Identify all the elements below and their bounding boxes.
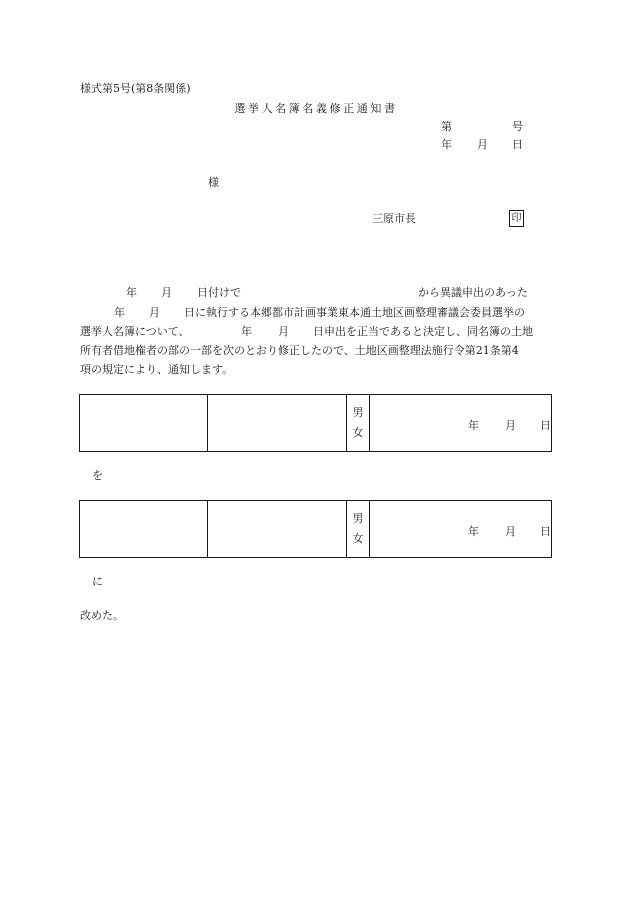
body-line-4: 所有者借地権者の部の一部を次のとおり修正したので、土地区画整理法施行令第21条第4 [80,344,519,357]
issue-date-year: 年 [441,138,452,151]
sex-female: 女 [352,532,364,545]
addressee-honorific: 様 [208,176,219,189]
body-year: 年 [241,325,252,338]
body-year: 年 [126,286,137,299]
body-line-5: 項の規定により、通知します。 [80,363,234,376]
connector-ni: に [92,575,103,588]
sex-cell [347,501,370,558]
issue-date-month: 月 [477,138,488,151]
birth-month: 月 [505,525,516,538]
body-line3-head: 選挙人名簿について、 [80,325,190,338]
body-month: 月 [278,325,289,338]
body-line2-tail: 日に執行する本郷都市計画事業東本通土地区画整理審議会委員選挙の [184,306,525,319]
name-cell [208,501,347,558]
sex-female: 女 [352,426,364,439]
birth-year: 年 [468,419,479,432]
form-number: 様式第5号(第8条関係) [80,82,191,95]
body-day-suffix: 日付けで [197,286,241,299]
birth-day: 日 [540,419,551,432]
body-month: 月 [149,306,160,319]
sex-cell [347,395,370,452]
body-line3-tail: 日申出を正当であると決定し、同名簿の土地 [313,325,533,338]
address-cell [80,395,208,452]
connector-wo: を [92,469,103,482]
number-prefix: 第 [441,120,452,133]
birthdate-cell [370,501,552,558]
body-month: 月 [161,286,172,299]
closing-text: 改めた。 [80,609,124,622]
address-cell [80,501,208,558]
issue-date-day: 日 [512,138,523,151]
body-year: 年 [114,306,125,319]
seal-mark: 印 [509,210,524,227]
sender-name: 三原市長 [372,212,416,225]
birth-year: 年 [468,525,479,538]
sex-male: 男 [352,406,364,419]
number-suffix: 号 [512,120,523,133]
body-line1-tail: から異議申出のあった [418,286,528,299]
record-table-before [79,394,552,452]
document-title: 選挙人名簿名義修正通知書 [234,102,398,115]
record-table-after [79,500,552,558]
birth-month: 月 [505,419,516,432]
birth-day: 日 [540,525,551,538]
sex-male: 男 [352,512,364,525]
birthdate-cell [370,395,552,452]
name-cell [208,395,347,452]
